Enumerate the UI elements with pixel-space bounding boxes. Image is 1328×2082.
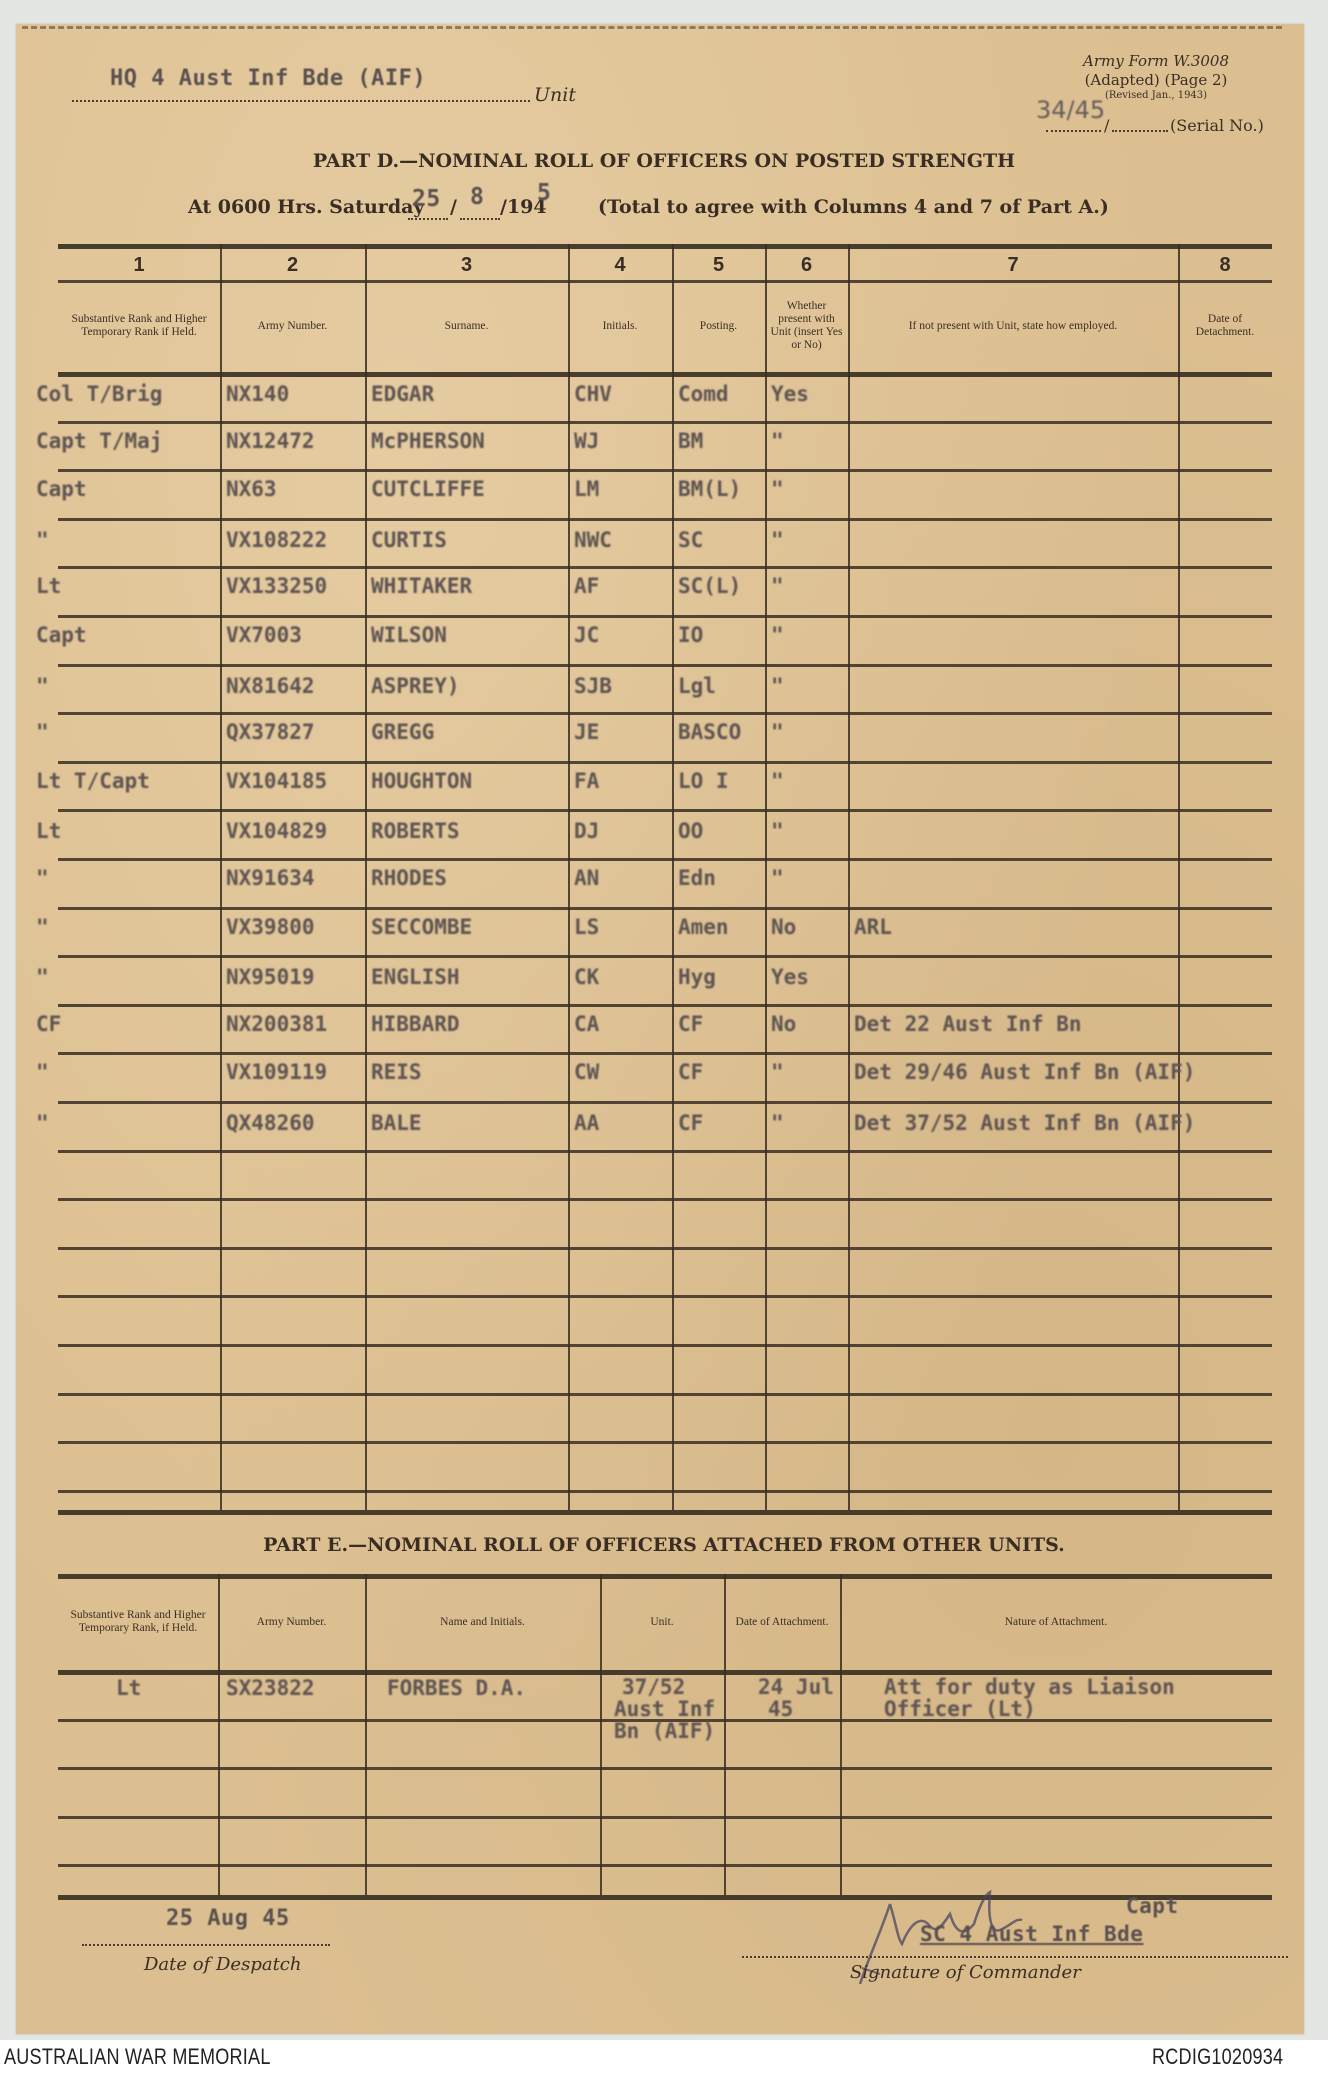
cell-surname: BALE: [371, 1111, 422, 1135]
serial-slash: /: [1104, 116, 1110, 135]
row-rule: [58, 1393, 1272, 1396]
cell-initials: NWC: [574, 527, 612, 552]
cell-initials: DJ: [574, 819, 600, 844]
cell-initials: JE: [574, 720, 600, 745]
serial-label: (Serial No.): [1170, 116, 1264, 135]
cell-posting: BM(L): [678, 477, 742, 502]
cell-present: ": [771, 819, 784, 844]
cell-initials: WJ: [574, 428, 600, 453]
cell-rank: Lt: [36, 819, 62, 844]
row-rule: [58, 518, 1272, 521]
cell-rank: ": [36, 527, 49, 552]
despatch-dotted-line: [82, 1944, 330, 1946]
cell-rank: ": [36, 1060, 49, 1085]
cell-employed: Det 37/52 Aust Inf Bn (AIF): [854, 1111, 1196, 1135]
cell-present: ": [771, 574, 784, 599]
cell-surname: ENGLISH: [371, 965, 460, 990]
cell-army-no: NX95019: [226, 965, 315, 990]
row-rule: [58, 1295, 1272, 1298]
cell-present: ": [771, 866, 784, 890]
cell-employed: Det 22 Aust Inf Bn: [854, 1011, 1082, 1036]
cell-surname: SECCOMBE: [371, 914, 473, 939]
cell-surname: CURTIS: [371, 527, 447, 552]
column-divider: [220, 244, 222, 1510]
part-e-column-divider: [724, 1574, 726, 1895]
date-day-line: [408, 218, 448, 220]
unit-dotted-line: [72, 100, 530, 102]
cell-posting: Comd: [678, 382, 729, 406]
cell-rank: ": [36, 673, 49, 698]
signature-dotted-line: [742, 1956, 1288, 1958]
cell-army-no: NX91634: [226, 866, 315, 890]
cell-rank: ": [36, 720, 49, 745]
part-e-column-header: Army Number.: [256, 1615, 327, 1628]
column-header: Surname.: [444, 319, 489, 332]
cell-surname: WHITAKER: [371, 574, 473, 599]
row-rule: [58, 1441, 1272, 1444]
cell-employed: ARL: [854, 914, 892, 939]
row-rule: [58, 1344, 1272, 1347]
cell-rank: ": [36, 866, 49, 890]
date-month-line: [460, 218, 500, 220]
cell-army-no: NX140: [226, 382, 290, 406]
despatch-date: 25 Aug 45: [166, 1906, 290, 1931]
cell-initials: LS: [574, 914, 600, 939]
row-rule: [58, 1247, 1272, 1250]
unit-label: Unit: [534, 84, 576, 106]
part-e-column-header: Unit.: [650, 1615, 674, 1628]
serial-number-stamp: 34/45: [1036, 96, 1106, 124]
column-header: Initials.: [602, 319, 638, 332]
column-header: Whether present with Unit (insert Yes or No): [770, 300, 843, 351]
cell-present: ": [771, 720, 784, 745]
signatory-role: SC 4 Aust Inf Bde: [920, 1922, 1144, 1946]
signature-label: Signature of Commander: [850, 1962, 1081, 1983]
part-e-column-divider: [365, 1574, 367, 1895]
cell-posting: Amen: [678, 914, 729, 939]
row-rule: [58, 664, 1272, 667]
cell-initials: AN: [574, 866, 600, 890]
part-e-cell-unit-line: 37/52: [622, 1675, 686, 1699]
column-header: Substantive Rank and Higher Temporary Rank if Held.: [71, 313, 207, 338]
perforation-edge: [22, 26, 1282, 29]
cell-posting: BASCO: [678, 720, 742, 745]
cell-posting: SC: [678, 527, 704, 552]
unit-value: HQ 4 Aust Inf Bde (AIF): [110, 66, 427, 91]
form-revised: (Revised Jan., 1943): [1104, 90, 1208, 101]
cell-posting: Hyg: [678, 965, 716, 990]
cell-present: ": [771, 1111, 784, 1135]
column-number: 8: [1219, 254, 1231, 276]
column-number: 7: [1007, 254, 1019, 276]
cell-surname: McPHERSON: [371, 428, 485, 453]
row-rule: [58, 858, 1272, 861]
cell-posting: SC(L): [678, 574, 742, 599]
part-e-column-header: Name and Initials.: [440, 1615, 525, 1628]
part-e-row-rule: [58, 1816, 1272, 1819]
cell-rank: ": [36, 965, 49, 990]
cell-initials: FA: [574, 768, 600, 793]
part-e-column-header: Nature of Attachment.: [1004, 1615, 1108, 1628]
form-adapted: (Adapted) (Page 2): [1084, 71, 1228, 89]
part-e-cell-nature-line: Officer (Lt): [884, 1697, 1036, 1721]
cell-initials: SJB: [574, 673, 612, 698]
cell-army-no: NX200381: [226, 1011, 328, 1036]
cell-initials: AA: [574, 1111, 600, 1135]
cell-army-no: NX81642: [226, 673, 315, 698]
part-e-column-divider: [218, 1574, 220, 1895]
cell-posting: IO: [678, 623, 704, 647]
header-bottom-rule: [58, 372, 1272, 377]
cell-surname: CUTCLIFFE: [371, 477, 485, 502]
cell-surname: EDGAR: [371, 382, 435, 406]
row-rule: [58, 1150, 1272, 1153]
part-e-cell-unit-line: Bn (AIF): [614, 1719, 716, 1743]
part-e-cell-unit-line: Aust Inf: [614, 1697, 716, 1721]
cell-posting: CF: [678, 1111, 704, 1135]
cell-present: ": [771, 477, 784, 502]
column-number: 5: [712, 254, 725, 276]
despatch-label: Date of Despatch: [144, 1954, 302, 1975]
part-e-cell-rank: Lt: [116, 1676, 142, 1700]
cell-present: No: [771, 914, 797, 939]
cell-rank: CF: [36, 1011, 62, 1036]
part-d-title: PART D.—NOMINAL ROLL OF OFFICERS ON POSTED STRENGTH: [312, 150, 1016, 172]
cell-posting: CF: [678, 1011, 704, 1036]
cell-posting: LO I: [678, 768, 729, 793]
column-divider: [765, 244, 767, 1510]
cell-initials: JC: [574, 623, 600, 647]
cell-present: ": [771, 673, 784, 698]
cell-surname: GREGG: [371, 720, 435, 745]
row-rule: [58, 907, 1272, 910]
row-rule: [58, 1490, 1272, 1493]
cell-posting: CF: [678, 1060, 704, 1085]
cell-present: ": [771, 1060, 784, 1085]
row-rule: [58, 566, 1272, 569]
column-divider: [365, 244, 367, 1510]
cell-initials: CW: [574, 1060, 600, 1085]
part-d-date-note: (Total to agree with Columns 4 and 7 of Part A.): [598, 196, 1109, 218]
cell-rank: Capt: [36, 477, 87, 502]
cell-present: No: [771, 1011, 797, 1036]
cell-surname: HIBBARD: [371, 1011, 460, 1036]
column-number: 1: [133, 254, 145, 276]
row-rule: [58, 809, 1272, 812]
cell-initials: CA: [574, 1011, 600, 1036]
part-e-column-header: Substantive Rank and Higher Temporary Rank, if Held.: [70, 1609, 206, 1634]
part-e-cell-date-line: 45: [768, 1697, 794, 1721]
row-rule: [58, 761, 1272, 764]
form-id-block: [1056, 52, 1256, 102]
part-e-cell-army-no: SX23822: [226, 1676, 315, 1700]
cell-army-no: VX104829: [226, 819, 328, 844]
cell-present: ": [771, 428, 784, 453]
cell-army-no: VX104185: [226, 768, 328, 793]
column-header: Army Number.: [257, 319, 328, 332]
cell-posting: BM: [678, 428, 704, 453]
cell-army-no: VX108222: [226, 527, 328, 552]
part-e-cell-date-line: 24 Jul: [758, 1675, 834, 1699]
cell-surname: ASPREY): [371, 673, 460, 698]
serial-dotted-1: [1046, 130, 1101, 132]
column-divider: [848, 244, 850, 1510]
part-e-title: PART E.—NOMINAL ROLL OF OFFICERS ATTACHED FROM OTHER UNITS.: [263, 1534, 1065, 1556]
part-e-column-header: Date of Attachment.: [735, 1615, 829, 1628]
row-rule: [58, 1198, 1272, 1201]
cell-rank: ": [36, 1111, 49, 1135]
cell-army-no: QX37827: [226, 720, 315, 745]
cell-present: ": [771, 768, 784, 793]
archive-institution: AUSTRALIAN WAR MEMORIAL: [4, 2044, 271, 2069]
cell-present: Yes: [771, 965, 809, 990]
row-rule: [58, 421, 1272, 424]
part-e-top-rule: [58, 1574, 1272, 1579]
row-rule: [58, 615, 1272, 618]
row-rule: [58, 712, 1272, 715]
column-number-rule: [58, 280, 1272, 283]
cell-initials: AF: [574, 574, 600, 599]
cell-posting: Edn: [678, 866, 716, 890]
cell-rank: Capt T/Maj: [36, 428, 163, 453]
cell-surname: HOUGHTON: [371, 768, 473, 793]
signatory-rank: Capt: [1126, 1894, 1179, 1918]
column-header: If not present with Unit, state how employed.: [908, 319, 1118, 332]
cell-rank: ": [36, 914, 49, 939]
cell-employed: Det 29/46 Aust Inf Bn (AIF): [854, 1060, 1196, 1085]
part-e-cell-nature-line: Att for duty as Liaison: [884, 1675, 1175, 1699]
cell-rank: Lt T/Capt: [36, 768, 150, 793]
archive-identifier: RCDIG1020934: [1152, 2044, 1284, 2069]
cell-army-no: VX7003: [226, 623, 302, 647]
part-e-column-divider: [840, 1574, 842, 1895]
cell-initials: CHV: [574, 382, 612, 406]
date-year-suffix: 5: [537, 180, 552, 206]
table-bottom-rule: [58, 1510, 1272, 1515]
column-header: Date of Detachment.: [1195, 313, 1255, 338]
cell-surname: ROBERTS: [371, 819, 460, 844]
part-d-date-prefix: At 0600 Hrs. Saturday: [188, 196, 425, 218]
date-sep-1: /: [450, 196, 457, 218]
column-divider: [672, 244, 674, 1510]
part-e-column-divider: [600, 1574, 602, 1895]
column-number: 3: [460, 254, 473, 276]
part-e-cell-name: FORBES D.A.: [387, 1676, 527, 1700]
column-header: Posting.: [699, 319, 738, 332]
cell-rank: Capt: [36, 623, 87, 647]
column-divider: [568, 244, 570, 1510]
row-rule: [58, 1052, 1272, 1055]
cell-rank: Col T/Brig: [36, 382, 163, 406]
cell-army-no: VX39800: [226, 914, 315, 939]
row-rule: [58, 469, 1272, 472]
part-e-row-rule: [58, 1767, 1272, 1770]
cell-initials: CK: [574, 965, 600, 990]
form-name: Army Form W.3008: [1083, 52, 1229, 70]
cell-surname: WILSON: [371, 623, 447, 647]
column-divider: [1178, 244, 1180, 1510]
cell-present: ": [771, 527, 784, 552]
cell-army-no: NX12472: [226, 428, 315, 453]
cell-rank: Lt: [36, 574, 62, 599]
cell-army-no: NX63: [226, 477, 277, 502]
date-month: 8: [470, 184, 485, 210]
cell-army-no: VX109119: [226, 1060, 328, 1085]
row-rule: [58, 1101, 1272, 1104]
cell-posting: Lgl: [678, 673, 716, 698]
cell-posting: OO: [678, 819, 704, 844]
cell-present: ": [771, 623, 784, 647]
cell-initials: LM: [574, 477, 600, 502]
cell-surname: REIS: [371, 1060, 422, 1085]
column-number: 6: [800, 254, 813, 276]
cell-surname: RHODES: [371, 866, 447, 890]
cell-army-no: QX48260: [226, 1111, 315, 1135]
row-rule: [58, 1004, 1272, 1007]
cell-present: Yes: [771, 382, 809, 406]
cell-army-no: VX133250: [226, 574, 328, 599]
table-top-rule: [58, 244, 1272, 249]
column-number: 2: [286, 254, 299, 276]
column-number: 4: [614, 254, 626, 276]
date-year-printed: /194: [500, 196, 547, 218]
row-rule: [58, 955, 1272, 958]
date-day: 25: [412, 186, 441, 212]
serial-dotted-2: [1112, 130, 1168, 132]
